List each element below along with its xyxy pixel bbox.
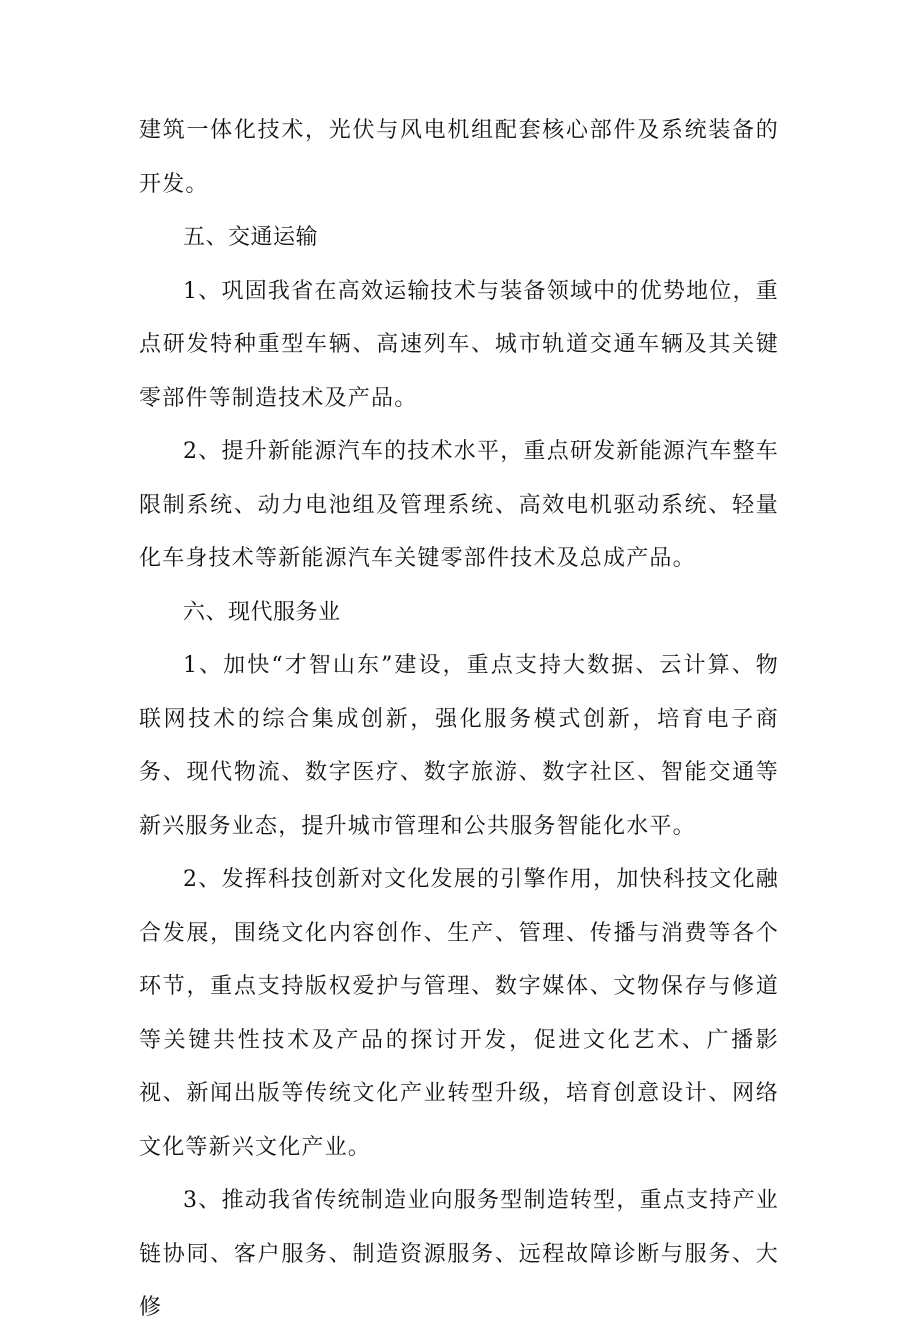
intro-paragraph: 建筑一体化技术，光伏与风电机组配套核心部件及系统装备的开发。	[139, 118, 779, 197]
services-item-1: 1、加快“才智山东”建设，重点支持大数据、云计算、物联网技术的综合集成创新，强化服务模式创新，培育电子商务、现代物流、数字医疗、数字旅游、数字社区、智能交通等新兴服务业态，提升城市管理和公共服务智能化水平。	[139, 653, 779, 839]
transport-item-1: 1、巩固我省在高效运输技术与装备领域中的优势地位，重点研发特种重型车辆、高速列车、城市轨道交通车辆及其关键零部件等制造技术及产品。	[139, 278, 779, 411]
services-item-3: 3、推动我省传统制造业向服务型制造转型，重点支持产业链协同、客户服务、制造资源服务、远程故障诊断与服务、大修	[139, 1188, 779, 1320]
document-body	[139, 104, 779, 1335]
transport-item-2: 2、提升新能源汽车的技术水平，重点研发新能源汽车整车限制系统、动力电池组及管理系统、高效电机驱动系统、轻量化车身技术等新能源汽车关键零部件技术及总成产品。	[139, 439, 779, 571]
services-item-2: 2、发挥科技创新对文化发展的引擎作用，加快科技文化融合发展，围绕文化内容创作、生产、管理、传播与消费等各个环节，重点支持版权爱护与管理、数字媒体、文物保存与修道等关键共性技术及产品的探讨开发，促进文化艺术、广播影视、新闻出版等传统文化产业转型升级，培育创意设计、网络文化等新兴文化产业。	[139, 867, 779, 1160]
section-heading-modern-services: 六、现代服务业	[183, 599, 341, 625]
section-heading-transport: 五、交通运输	[183, 225, 319, 250]
